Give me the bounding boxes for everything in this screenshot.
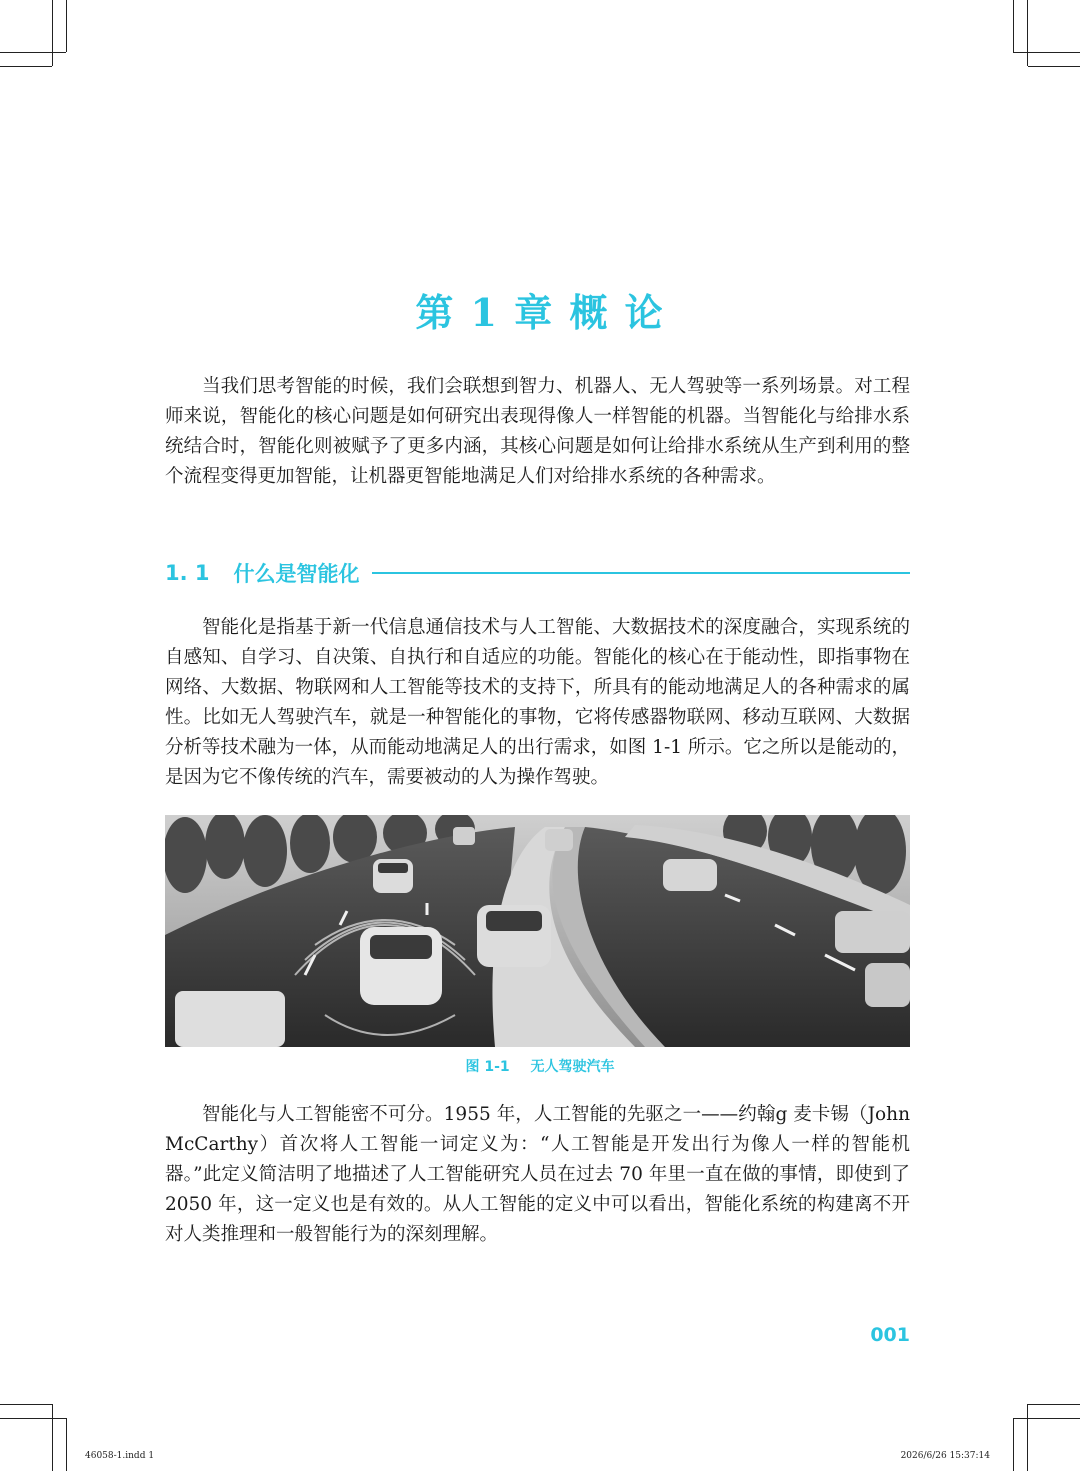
page-number: 001 <box>870 1324 910 1346</box>
figure-highway-image <box>165 815 910 1047</box>
figure-caption-text: 无人驾驶汽车 <box>530 1059 615 1075</box>
body-paragraph-2: 智能化与人工智能密不可分。1955 年，人工智能的先驱之一——约翰g 麦卡锡（John McCarthy）首次将人工智能一词定义为：“人工智能是开发出行为像人一样的智能机器。”此定义简洁明了地描述了人工智能研究人员在过去 70 年里一直在做的事情，即使到了 2050 年，这一定义也是有效的。从人工智能的定义中可以看出，智能化系统的构建离不开对人类推理和一般智能行为的深刻理解。 <box>165 1104 910 1245</box>
slug-file: 46058-1.indd 1 <box>85 1451 155 1461</box>
section-title: 什么是智能化 <box>233 562 360 586</box>
section-rule <box>372 572 910 574</box>
highway-illustration <box>165 815 910 1047</box>
figure-number: 图 1-1 <box>465 1059 510 1075</box>
section-heading <box>165 556 910 590</box>
slug-timestamp: 2026/6/26 15:37:14 <box>900 1451 990 1461</box>
figure-caption <box>0 1056 1080 1076</box>
body-paragraph-1: 智能化是指基于新一代信息通信技术与人工智能、大数据技术的深度融合，实现系统的自感知、自学习、自决策、自执行和自适应的功能。智能化的核心在于能动性，即指事物在网络、大数据、物联网和人工智能等技术的支持下，所具有的能动地满足人的各种需求的属性。比如无人驾驶汽车，就是一种智能化的事物，它将传感器物联网、移动互联网、大数据分析等技术融为一体，从而能动地满足人的出行需求，如图 1-1 所示。它之所以是能动的，是因为它不像传统的汽车，需要被动的人为操作驾驶。 <box>165 617 910 788</box>
section-number: 1. 1 <box>165 561 210 585</box>
intro-paragraph: 当我们思考智能的时候，我们会联想到智力、机器人、无人驾驶等一系列场景。对工程师来说，智能化的核心问题是如何研究出表现得像人一样智能的机器。当智能化与给排水系统结合时，智能化则被赋予了更多内涵，其核心问题是如何让给排水系统从生产到利用的整个流程变得更加智能，让机器更智能地满足人们对给排水系统的各种需求。 <box>165 376 910 487</box>
chapter-title: 第 1 章 概 论 <box>415 290 665 335</box>
